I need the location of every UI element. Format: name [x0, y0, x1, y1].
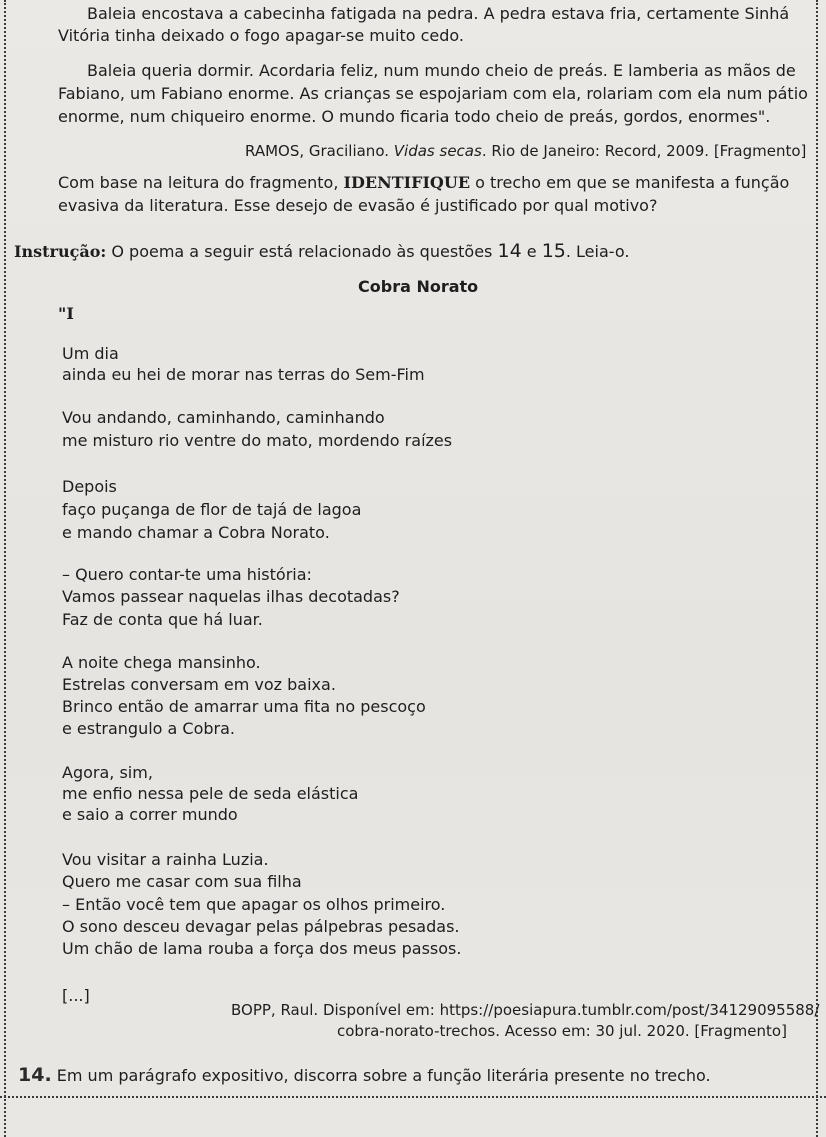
- poem-line: – Quero contar-te uma história:: [62, 565, 312, 584]
- poem-ellipsis: [...]: [62, 986, 90, 1005]
- poem-line: Vou andando, caminhando, caminhando: [62, 408, 385, 427]
- fragment-line-3: Baleia queria dormir. Acordaria feliz, num mundo cheio de preás. E lamberia as mãos de: [87, 61, 796, 80]
- poem-line: Agora, sim,: [62, 763, 153, 782]
- poem-line: Depois: [62, 477, 117, 496]
- right-dotted-border: [816, 0, 818, 1137]
- poem-citation-line-2: cobra-norato-trechos. Acesso em: 30 jul. 2020. [Fragmento]: [337, 1022, 787, 1040]
- fragment-citation: RAMOS, Graciliano. Vidas secas. Rio de Janeiro: Record, 2009. [Fragmento]: [245, 142, 807, 160]
- poem-line: Um dia: [62, 344, 119, 363]
- poem-line: me misturo rio ventre do mato, mordendo raízes: [62, 431, 453, 450]
- poem-line: Um chão de lama rouba a força dos meus passos.: [62, 939, 462, 958]
- question-13-line-1: Com base na leitura do fragmento, IDENTIFIQUE o trecho em que se manifesta a função: [58, 173, 790, 192]
- instruction-label: Instrução:: [14, 242, 107, 261]
- question-14: 14. Em um parágrafo expositivo, discorra sobre a função literária presente no trecho.: [18, 1064, 711, 1086]
- identify-keyword: IDENTIFIQUE: [343, 173, 471, 192]
- poem-line: Estrelas conversam em voz baixa.: [62, 675, 336, 694]
- poem-line: e mando chamar a Cobra Norato.: [62, 523, 330, 542]
- bottom-dotted-border: [0, 1096, 826, 1098]
- fragment-line-2: Vitória tinha deixado o fogo apagar-se muito cedo.: [58, 26, 465, 45]
- left-dotted-border: [4, 0, 6, 1137]
- poem-line: Faz de conta que há luar.: [62, 610, 263, 629]
- poem-line: me enfio nessa pele de seda elástica: [62, 784, 359, 803]
- poem-line: A noite chega mansinho.: [62, 653, 261, 672]
- poem-line: Brinco então de amarrar uma fita no pescoço: [62, 697, 426, 716]
- poem-line: Quero me casar com sua filha: [62, 872, 302, 891]
- poem-line: faço puçanga de flor de tajá de lagoa: [62, 500, 362, 519]
- poem-line: – Então você tem que apagar os olhos primeiro.: [62, 895, 446, 914]
- fragment-line-5: enorme, num chiqueiro enorme. O mundo ficaria todo cheio de preás, gordos, enormes".: [58, 107, 771, 126]
- poem-citation-line-1: BOPP, Raul. Disponível em: https://poesiapura.tumblr.com/post/34129095588/: [231, 1001, 820, 1019]
- question-14-number: 14.: [18, 1064, 52, 1086]
- book-title: Vidas secas: [393, 142, 482, 160]
- poem-line: ainda eu hei de morar nas terras do Sem-Fim: [62, 365, 425, 384]
- poem-line: Vamos passear naquelas ilhas decotadas?: [62, 587, 400, 606]
- poem-line: Vou visitar a rainha Luzia.: [62, 850, 269, 869]
- question-13-line-2: evasiva da literatura. Esse desejo de evasão é justificado por qual motivo?: [58, 196, 658, 215]
- instruction: Instrução: O poema a seguir está relacionado às questões 14 e 15. Leia-o.: [14, 240, 630, 262]
- poem-section-number: "I: [58, 304, 74, 323]
- poem-line: O sono desceu devagar pelas pálpebras pesadas.: [62, 917, 460, 936]
- poem-title: Cobra Norato: [358, 277, 479, 296]
- fragment-line-4: Fabiano, um Fabiano enorme. As crianças se espojariam com ela, rolariam com ela num pátio: [58, 84, 808, 103]
- poem-line: e saio a correr mundo: [62, 805, 238, 824]
- fragment-line-1: Baleia encostava a cabecinha fatigada na pedra. A pedra estava fria, certamente Sinhá: [87, 4, 790, 23]
- poem-line: e estrangulo a Cobra.: [62, 719, 235, 738]
